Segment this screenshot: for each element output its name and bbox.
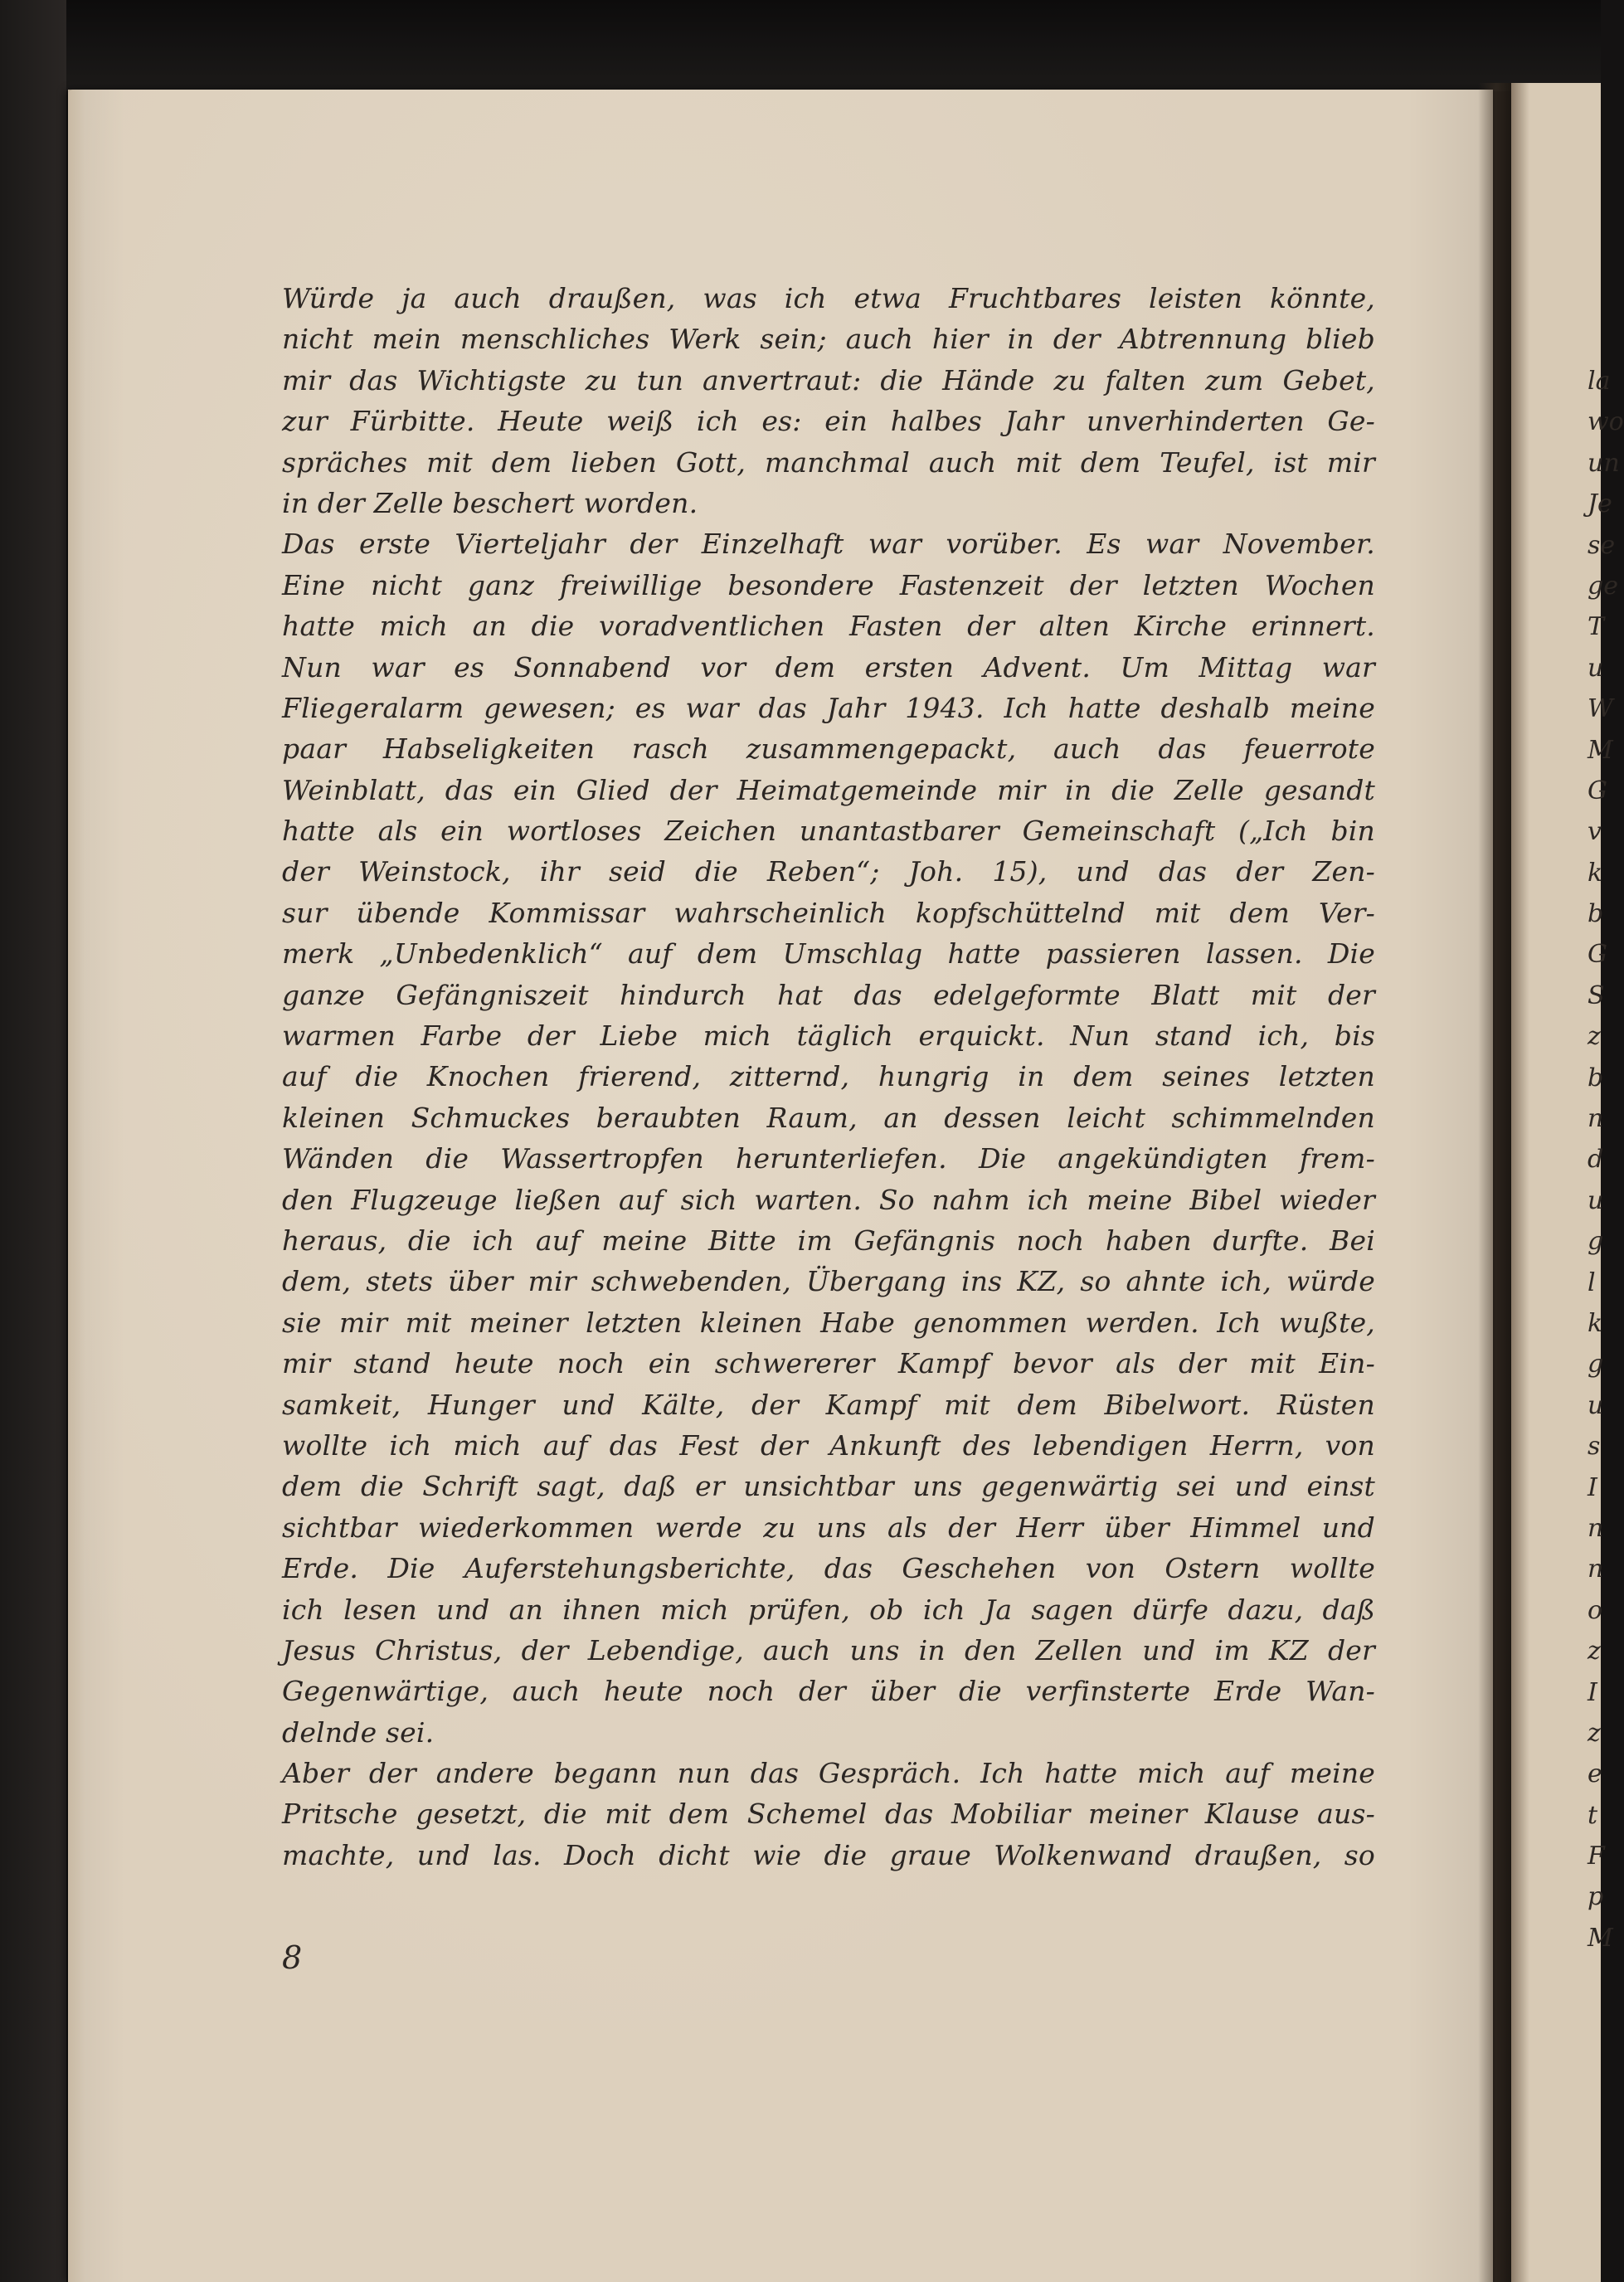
text-line: sichtbar wiederkommen werde zu uns als der Herr über Himmel und (282, 1511, 1375, 1544)
facing-page-line-fragment: u (1588, 1185, 1604, 1215)
facing-page-line-fragment: z (1588, 1718, 1601, 1748)
text-line: machte, und las. Doch dicht wie die graue Wolkenwand draußen, so (282, 1838, 1375, 1871)
text-line: Würde ja auch draußen, was ich etwa Fruchtbares leisten könnte, (282, 282, 1375, 314)
facing-page-line-fragment: W (1588, 694, 1613, 724)
text-line: warmen Farbe der Liebe mich täglich erquickt. Nun stand ich, bis (282, 1019, 1375, 1053)
text-line: Weinblatt, das ein Glied der Heimatgemeinde mir in die Zelle gesandt (282, 773, 1375, 806)
facing-page-line-fragment: S (1588, 980, 1605, 1010)
text-line: Pritsche gesetzt, die mit dem Schemel das Mobiliar meiner Klause aus- (282, 1798, 1375, 1831)
facing-page-line-fragment: se (1588, 530, 1616, 560)
facing-page-line-fragment: k (1588, 1308, 1603, 1338)
text-line: Das erste Vierteljahr der Einzelhaft war vorüber. Es war November. (282, 528, 1375, 561)
text-line: sur übende Kommissar wahrscheinlich kopfschüttelnd mit dem Ver- (282, 896, 1375, 929)
facing-page-line-fragment: T (1588, 612, 1605, 642)
facing-page-line-fragment: k (1588, 858, 1603, 888)
facing-page-line-fragment: p (1588, 1882, 1604, 1912)
page-edge-shadow (68, 90, 85, 2282)
text-line: samkeit, Hunger und Kälte, der Kampf mit dem Bibelwort. Rüsten (282, 1388, 1375, 1421)
text-line: dem die Schrift sagt, daß er unsichtbar uns gegenwärtig sei und einst (282, 1470, 1375, 1503)
facing-page-line-fragment: g (1588, 1350, 1604, 1379)
text-line: auf die Knochen frierend, zitternd, hungrig in dem seines letzten (282, 1060, 1375, 1093)
facing-page-fold (1511, 83, 1529, 2282)
facing-page-line-fragment: la (1588, 367, 1611, 396)
text-line: ganze Gefängniszeit hindurch hat das edelgeformte Blatt mit der (282, 978, 1375, 1011)
text-line: in der Zelle beschert worden. (282, 486, 698, 519)
facing-page-line-fragment: z (1588, 1022, 1601, 1052)
facing-page-line-fragment: b (1588, 1063, 1604, 1092)
book-gutter (1478, 83, 1511, 2282)
text-line: sie mir mit meiner letzten kleinen Habe genommen werden. Ich wußte, (282, 1306, 1375, 1339)
facing-page-line-fragment: wo (1588, 407, 1624, 437)
text-line: wollte ich mich auf das Fest der Ankunft des lebendigen Herrn, von (282, 1428, 1375, 1462)
text-line: mir stand heute noch ein schwererer Kampf bevor als der mit Ein- (282, 1347, 1375, 1380)
text-line: hatte als ein wortloses Zeichen unantastbarer Gemeinschaft („Ich bin (282, 815, 1375, 848)
facing-page-line-fragment: e (1588, 1759, 1602, 1789)
facing-page-line-fragment: t (1588, 1800, 1598, 1830)
text-line: nicht mein menschliches Werk sein; auch hier in der Abtrennung blieb (282, 323, 1375, 356)
text-line: delnde sei. (282, 1715, 435, 1749)
facing-page-line-fragment: s (1588, 1432, 1601, 1462)
facing-page-line-fragment: u (1588, 653, 1604, 683)
body-text (282, 278, 1375, 1876)
facing-page-line-fragment: M (1588, 735, 1613, 765)
text-line: mir das Wichtigste zu tun anvertraut: die Hände zu falten zum Gebet, (282, 363, 1375, 397)
facing-page-line-fragment: un (1588, 448, 1620, 478)
facing-page-line-fragment: b (1588, 899, 1604, 929)
text-line: kleinen Schmuckes beraubten Raum, an dessen leicht schimmelnden (282, 1101, 1375, 1134)
scan-background-top (0, 0, 1601, 91)
facing-page-line-fragment: u (1588, 1390, 1604, 1420)
text-line: ich lesen und an ihnen mich prüfen, ob ich Ja sagen dürfe dazu, daß (282, 1593, 1375, 1626)
text-line: spräches mit dem lieben Gott, manchmal auch mit dem Teufel, ist mir (282, 445, 1375, 479)
facing-page-line-fragment: z (1588, 1637, 1601, 1666)
facing-page (1511, 83, 1624, 2282)
text-line: Gegenwärtige, auch heute noch der über die verfinsterte Erde Wan- (282, 1675, 1375, 1708)
facing-page-line-fragment: v (1588, 817, 1602, 847)
page-number: 8 (282, 1939, 303, 1976)
scan-background-left (0, 0, 66, 2282)
text-line: Wänden die Wassertropfen herunterliefen. Die angekündigten frem- (282, 1142, 1375, 1175)
facing-page-line-fragment: g (1588, 1227, 1604, 1257)
text-line: Nun war es Sonnabend vor dem ersten Advent. Um Mittag war (282, 650, 1375, 684)
text-line: paar Habseligkeiten rasch zusammengepackt, auch das feuerrote (282, 732, 1375, 766)
facing-page-line-fragment: G (1588, 776, 1607, 805)
facing-page-line-fragment: d (1588, 1145, 1604, 1175)
facing-page-line-fragment: n (1588, 1555, 1604, 1584)
facing-page-line-fragment: F (1588, 1842, 1605, 1871)
facing-page-line-fragment: G (1588, 940, 1607, 970)
text-line: Fliegeralarm gewesen; es war das Jahr 1943. Ich hatte deshalb meine (282, 691, 1375, 724)
facing-page-line-fragment: l (1588, 1268, 1596, 1297)
facing-page-line-fragment: Je (1588, 489, 1612, 519)
facing-page-line-fragment: n (1588, 1513, 1604, 1543)
text-line: Eine nicht ganz freiwillige besondere Fastenzeit der letzten Wochen (282, 568, 1375, 601)
text-line: hatte mich an die voradventlichen Fasten der alten Kirche erinnert. (282, 610, 1375, 643)
text-line: der Weinstock, ihr seid die Reben“; Joh. 15), und das der Zen- (282, 855, 1375, 888)
text-line: zur Fürbitte. Heute weiß ich es: ein halbes Jahr unverhinderten Ge- (282, 405, 1375, 438)
text-line: den Flugzeuge ließen auf sich warten. So nahm ich meine Bibel wieder (282, 1183, 1375, 1216)
facing-page-line-fragment: ge (1588, 571, 1618, 601)
facing-page-line-fragment: I (1588, 1677, 1597, 1707)
text-line: merk „Unbedenklich“ auf dem Umschlag hatte passieren lassen. Die (282, 937, 1375, 971)
facing-page-line-fragment: o (1588, 1595, 1603, 1625)
facing-page-text-fragments (1588, 361, 1624, 1958)
facing-page-line-fragment: n (1588, 1104, 1604, 1134)
facing-page-line-fragment: I (1588, 1472, 1597, 1502)
text-line: Jesus Christus, der Lebendige, auch uns in den Zellen und im KZ der (282, 1633, 1375, 1666)
text-line: dem, stets über mir schwebenden, Übergang ins KZ, so ahnte ich, würde (282, 1265, 1375, 1298)
text-line: Aber der andere begann nun das Gespräch. Ich hatte mich auf meine (282, 1757, 1375, 1790)
text-line: Erde. Die Auferstehungsberichte, das Geschehen von Ostern wollte (282, 1552, 1375, 1585)
text-line: heraus, die ich auf meine Bitte im Gefängnis noch haben durfte. Bei (282, 1224, 1375, 1257)
facing-page-line-fragment: M (1588, 1923, 1613, 1953)
